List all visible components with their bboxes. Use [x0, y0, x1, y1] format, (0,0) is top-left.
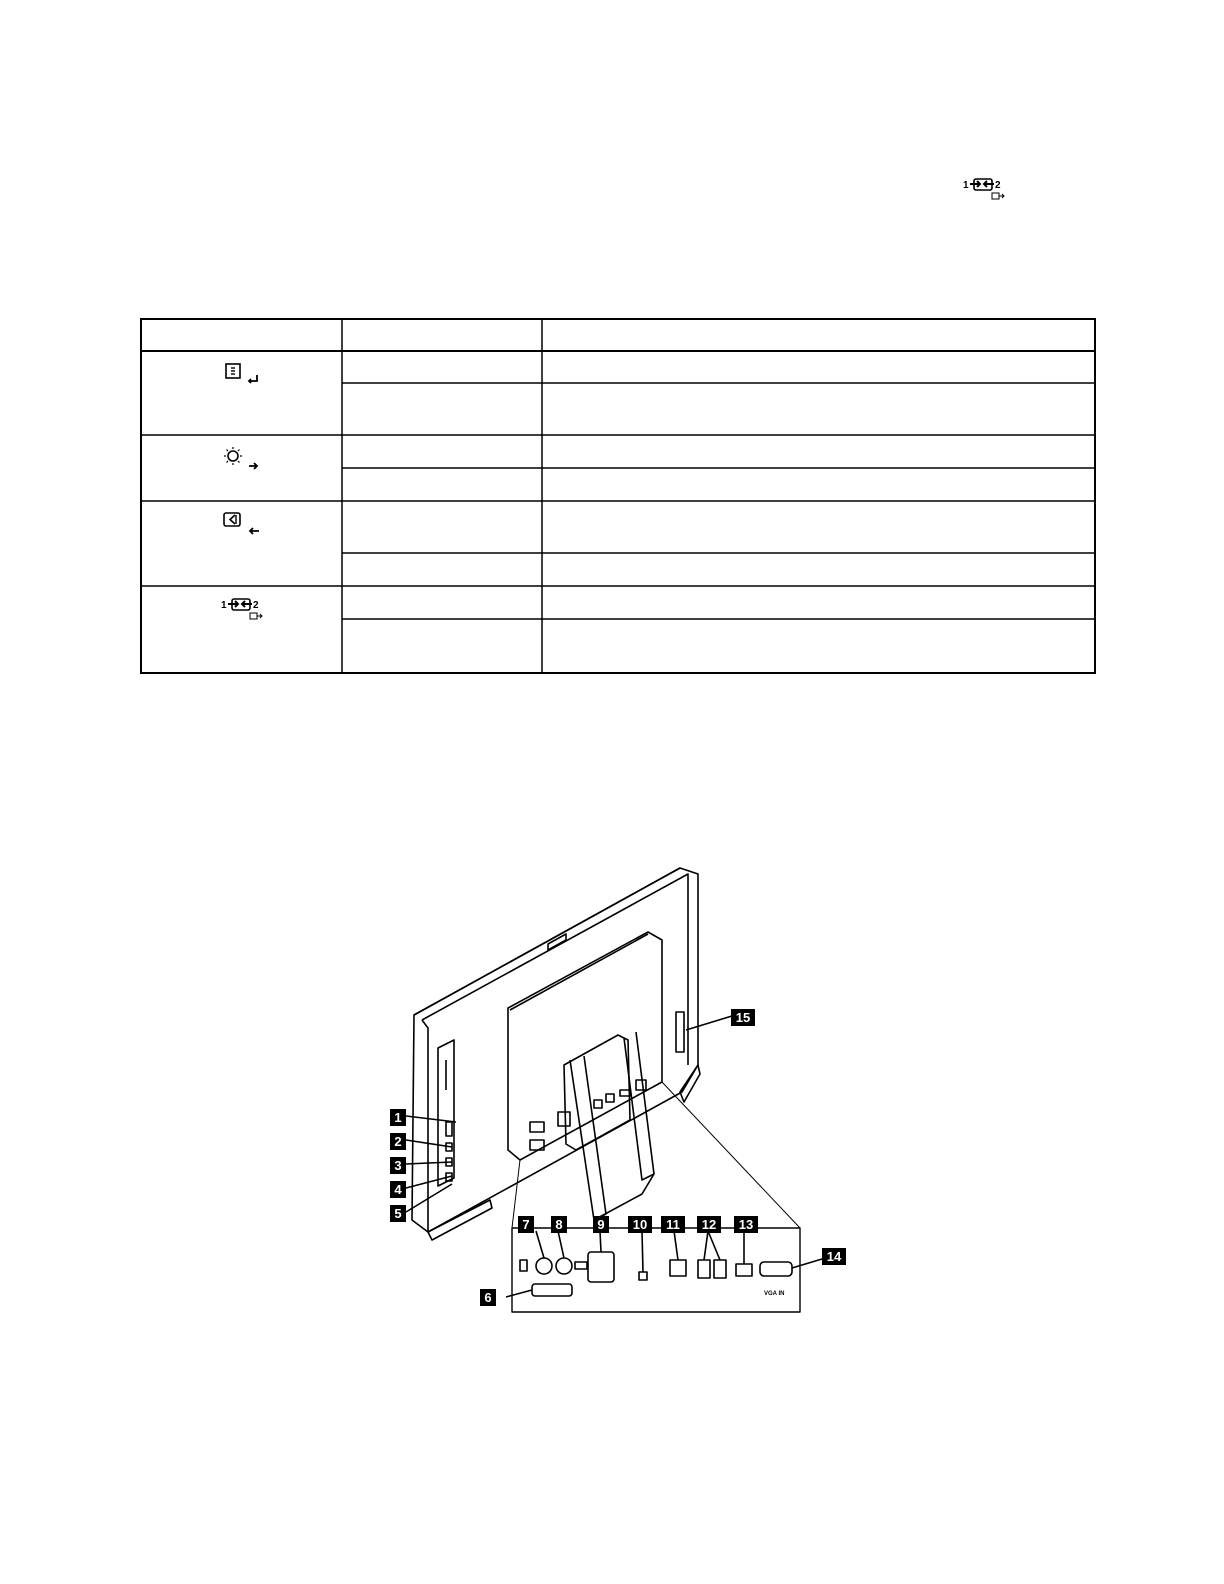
callout-12: 12	[697, 1216, 721, 1233]
image-setup-left-icon	[222, 511, 266, 537]
callout-2: 2	[390, 1133, 406, 1150]
computer-rear-illustration	[380, 860, 860, 1320]
callout-14: 14	[822, 1248, 846, 1265]
input-switch-icon	[962, 176, 1008, 202]
svg-text:1: 1	[963, 180, 969, 191]
svg-text:2: 2	[995, 180, 1001, 191]
callout-5: 5	[390, 1205, 406, 1222]
input-switch-icon	[220, 596, 266, 622]
callout-9: 9	[593, 1216, 609, 1233]
callout-3: 3	[390, 1157, 406, 1174]
table-grid	[140, 318, 1096, 674]
callout-8: 8	[551, 1216, 567, 1233]
controls-table	[140, 318, 1096, 674]
callout-7: 7	[518, 1216, 534, 1233]
svg-text:2: 2	[253, 600, 259, 611]
menu-enter-icon	[224, 362, 264, 388]
rear-view-figure	[380, 860, 860, 1320]
callout-13: 13	[734, 1216, 758, 1233]
callout-15: 15	[731, 1009, 755, 1026]
brightness-right-icon	[222, 446, 266, 472]
svg-text:1: 1	[221, 600, 227, 611]
callout-1: 1	[390, 1109, 406, 1126]
callout-10: 10	[628, 1216, 652, 1233]
callout-11: 11	[661, 1216, 685, 1233]
callout-4: 4	[390, 1181, 406, 1198]
callout-6: 6	[480, 1289, 496, 1306]
vga-in-label: VGA IN	[764, 1291, 785, 1297]
